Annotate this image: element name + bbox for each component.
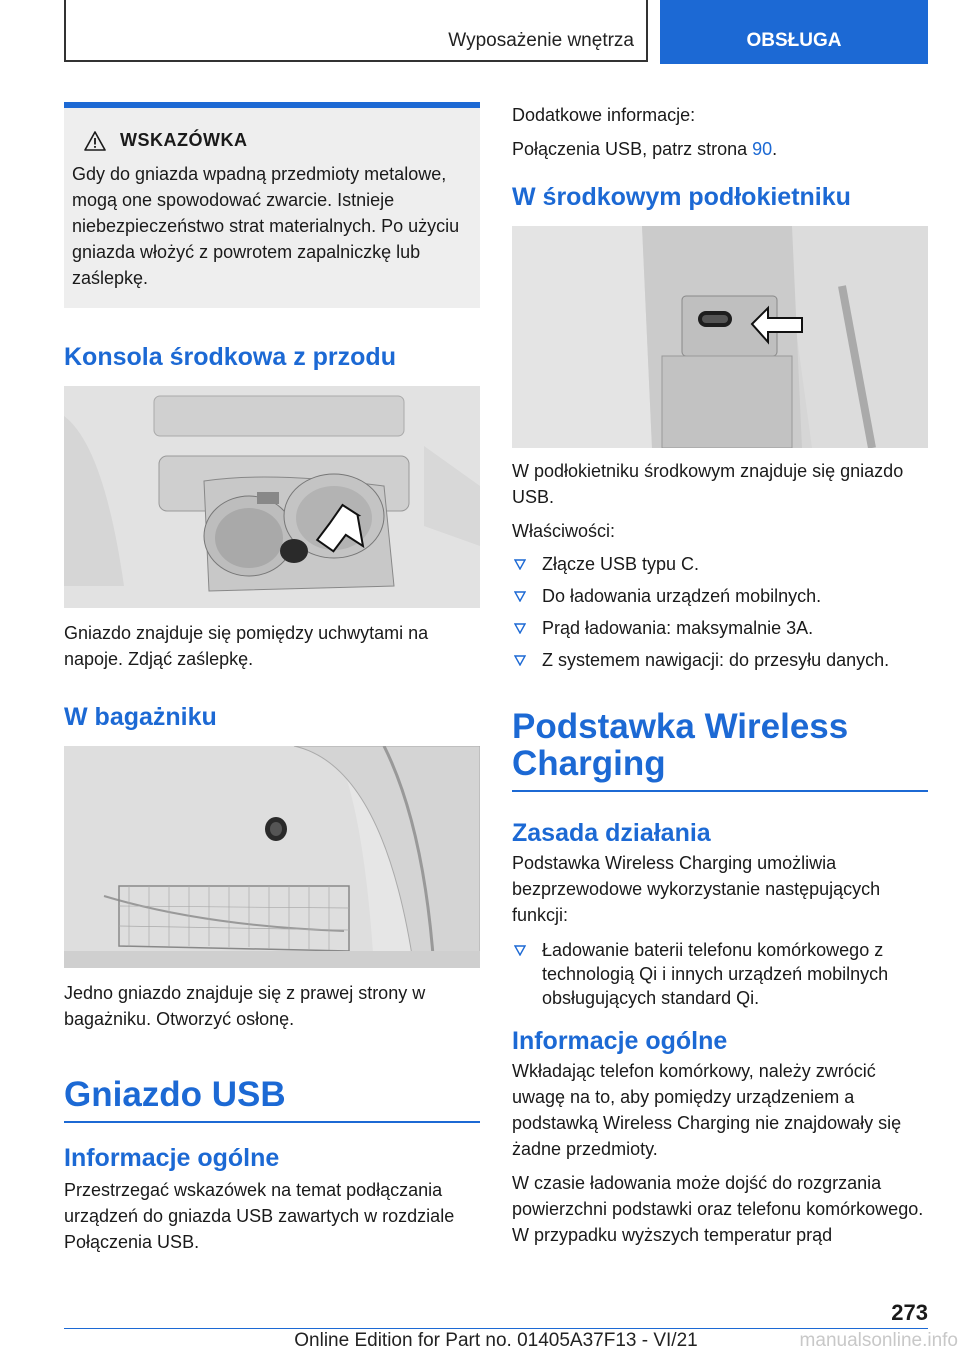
- general-text-1: Wkładając telefon komórkowy, należy zwrócić uwagę na to, aby pomiędzy urządzeniem a podstawką Wireless Charging nie znajdowały się żadne przedmioty.: [512, 1061, 902, 1159]
- edition-label: Online Edition for Part no. 01405A37F13 - VI/21: [294, 1330, 698, 1351]
- bullet-triangle-icon: [514, 559, 526, 570]
- list-item-text: Do ładowania urządzeń mobilnych.: [542, 586, 822, 606]
- principle-heading: Zasada działania: [512, 819, 711, 847]
- list-item-text: Złącze USB typu C.: [542, 554, 700, 574]
- bullet-triangle-icon: [514, 623, 526, 634]
- page-header: [64, 0, 928, 64]
- trunk-heading: W bagażniku: [64, 703, 217, 731]
- front-console-photo: [64, 386, 480, 608]
- warning-text: Gdy do gniazda wpadną przedmioty metalowe, mogą one spowodować zwarcie. Istnieje niebezpieczeństwo strat materialnych. Po użyciu gniazda włożyć z powrotem zapalniczkę lub zaślepkę.: [72, 164, 460, 288]
- list-item-text: Ładowanie baterii telefonu komórkowego z technologią Qi i innych urządzeń mobilnych obsługujących standard Qi.: [542, 940, 889, 1008]
- section-title: Wyposażenie wnętrza: [448, 30, 634, 51]
- props-list: [512, 552, 928, 672]
- watermark: manualsonline.info: [799, 1330, 958, 1351]
- trunk-caption: Jedno gniazdo znajduje się z prawej strony w bagażniku. Otworzyć osłonę.: [64, 983, 426, 1029]
- general-heading: Informacje ogólne: [512, 1027, 728, 1055]
- list-item: [512, 616, 928, 640]
- footer-rule: [64, 1328, 928, 1329]
- left-column: [64, 102, 480, 1255]
- bullet-triangle-icon: [514, 945, 526, 956]
- usb-general-text: Przestrzegać wskazówek na temat podłączania urządzeń do gniazda USB zawartych w rozdziale Połączenia USB.: [64, 1180, 455, 1252]
- list-item: [512, 584, 928, 608]
- armrest-caption: W podłokietniku środkowym znajduje się gniazdo USB.: [512, 461, 904, 507]
- more-info-text: Połączenia USB, patrz strona: [512, 139, 753, 159]
- right-column: [512, 102, 928, 1248]
- section-tab: [64, 0, 648, 62]
- trunk-photo: [64, 746, 480, 968]
- list-item: [512, 648, 928, 672]
- list-item: [512, 552, 928, 576]
- armrest-heading: W środkowym podłokietniku: [512, 183, 851, 211]
- bullet-triangle-icon: [514, 655, 526, 666]
- more-info-end: .: [772, 139, 778, 159]
- warning-box: [64, 102, 480, 308]
- general-text-2: W czasie ładowania może dojść do rozgrzania powierzchni podstawki oraz telefonu komórkowego. W przypadku wyższych temperatur prąd: [512, 1173, 924, 1245]
- list-item-text: Prąd ładowania: maksymalnie 3A.: [542, 618, 814, 638]
- chapter-title: OBSŁUGA: [746, 30, 842, 51]
- more-info-label: Dodatkowe informacje:: [512, 105, 696, 125]
- warning-header: [84, 130, 468, 151]
- page-number: 273: [891, 1300, 928, 1325]
- usb-section-title: Gniazdo USB: [64, 1076, 480, 1123]
- props-label: Właściwości:: [512, 521, 616, 541]
- principle-list: [512, 938, 928, 1010]
- warning-title: WSKAZÓWKA: [120, 130, 248, 150]
- front-console-caption: Gniazdo znajduje się pomiędzy uchwytami na napoje. Zdjąć zaślepkę.: [64, 623, 429, 669]
- warning-triangle-icon: [84, 131, 106, 151]
- armrest-photo: [512, 226, 928, 448]
- wireless-section-title: Podstawka Wireless Charging: [512, 708, 928, 792]
- more-info-line: [512, 136, 928, 162]
- page-link[interactable]: 90: [752, 139, 773, 159]
- list-item-text: Z systemem nawigacji: do przesyłu danych.: [542, 650, 890, 670]
- usb-general-heading: Informacje ogólne: [64, 1144, 280, 1172]
- bullet-triangle-icon: [514, 591, 526, 602]
- front-console-heading: Konsola środkowa z przodu: [64, 343, 396, 371]
- list-item: [512, 938, 928, 1010]
- chapter-tab: [660, 0, 928, 64]
- principle-text: Podstawka Wireless Charging umożliwia bezprzewodowe wykorzystanie następujących funkcji:: [512, 853, 881, 925]
